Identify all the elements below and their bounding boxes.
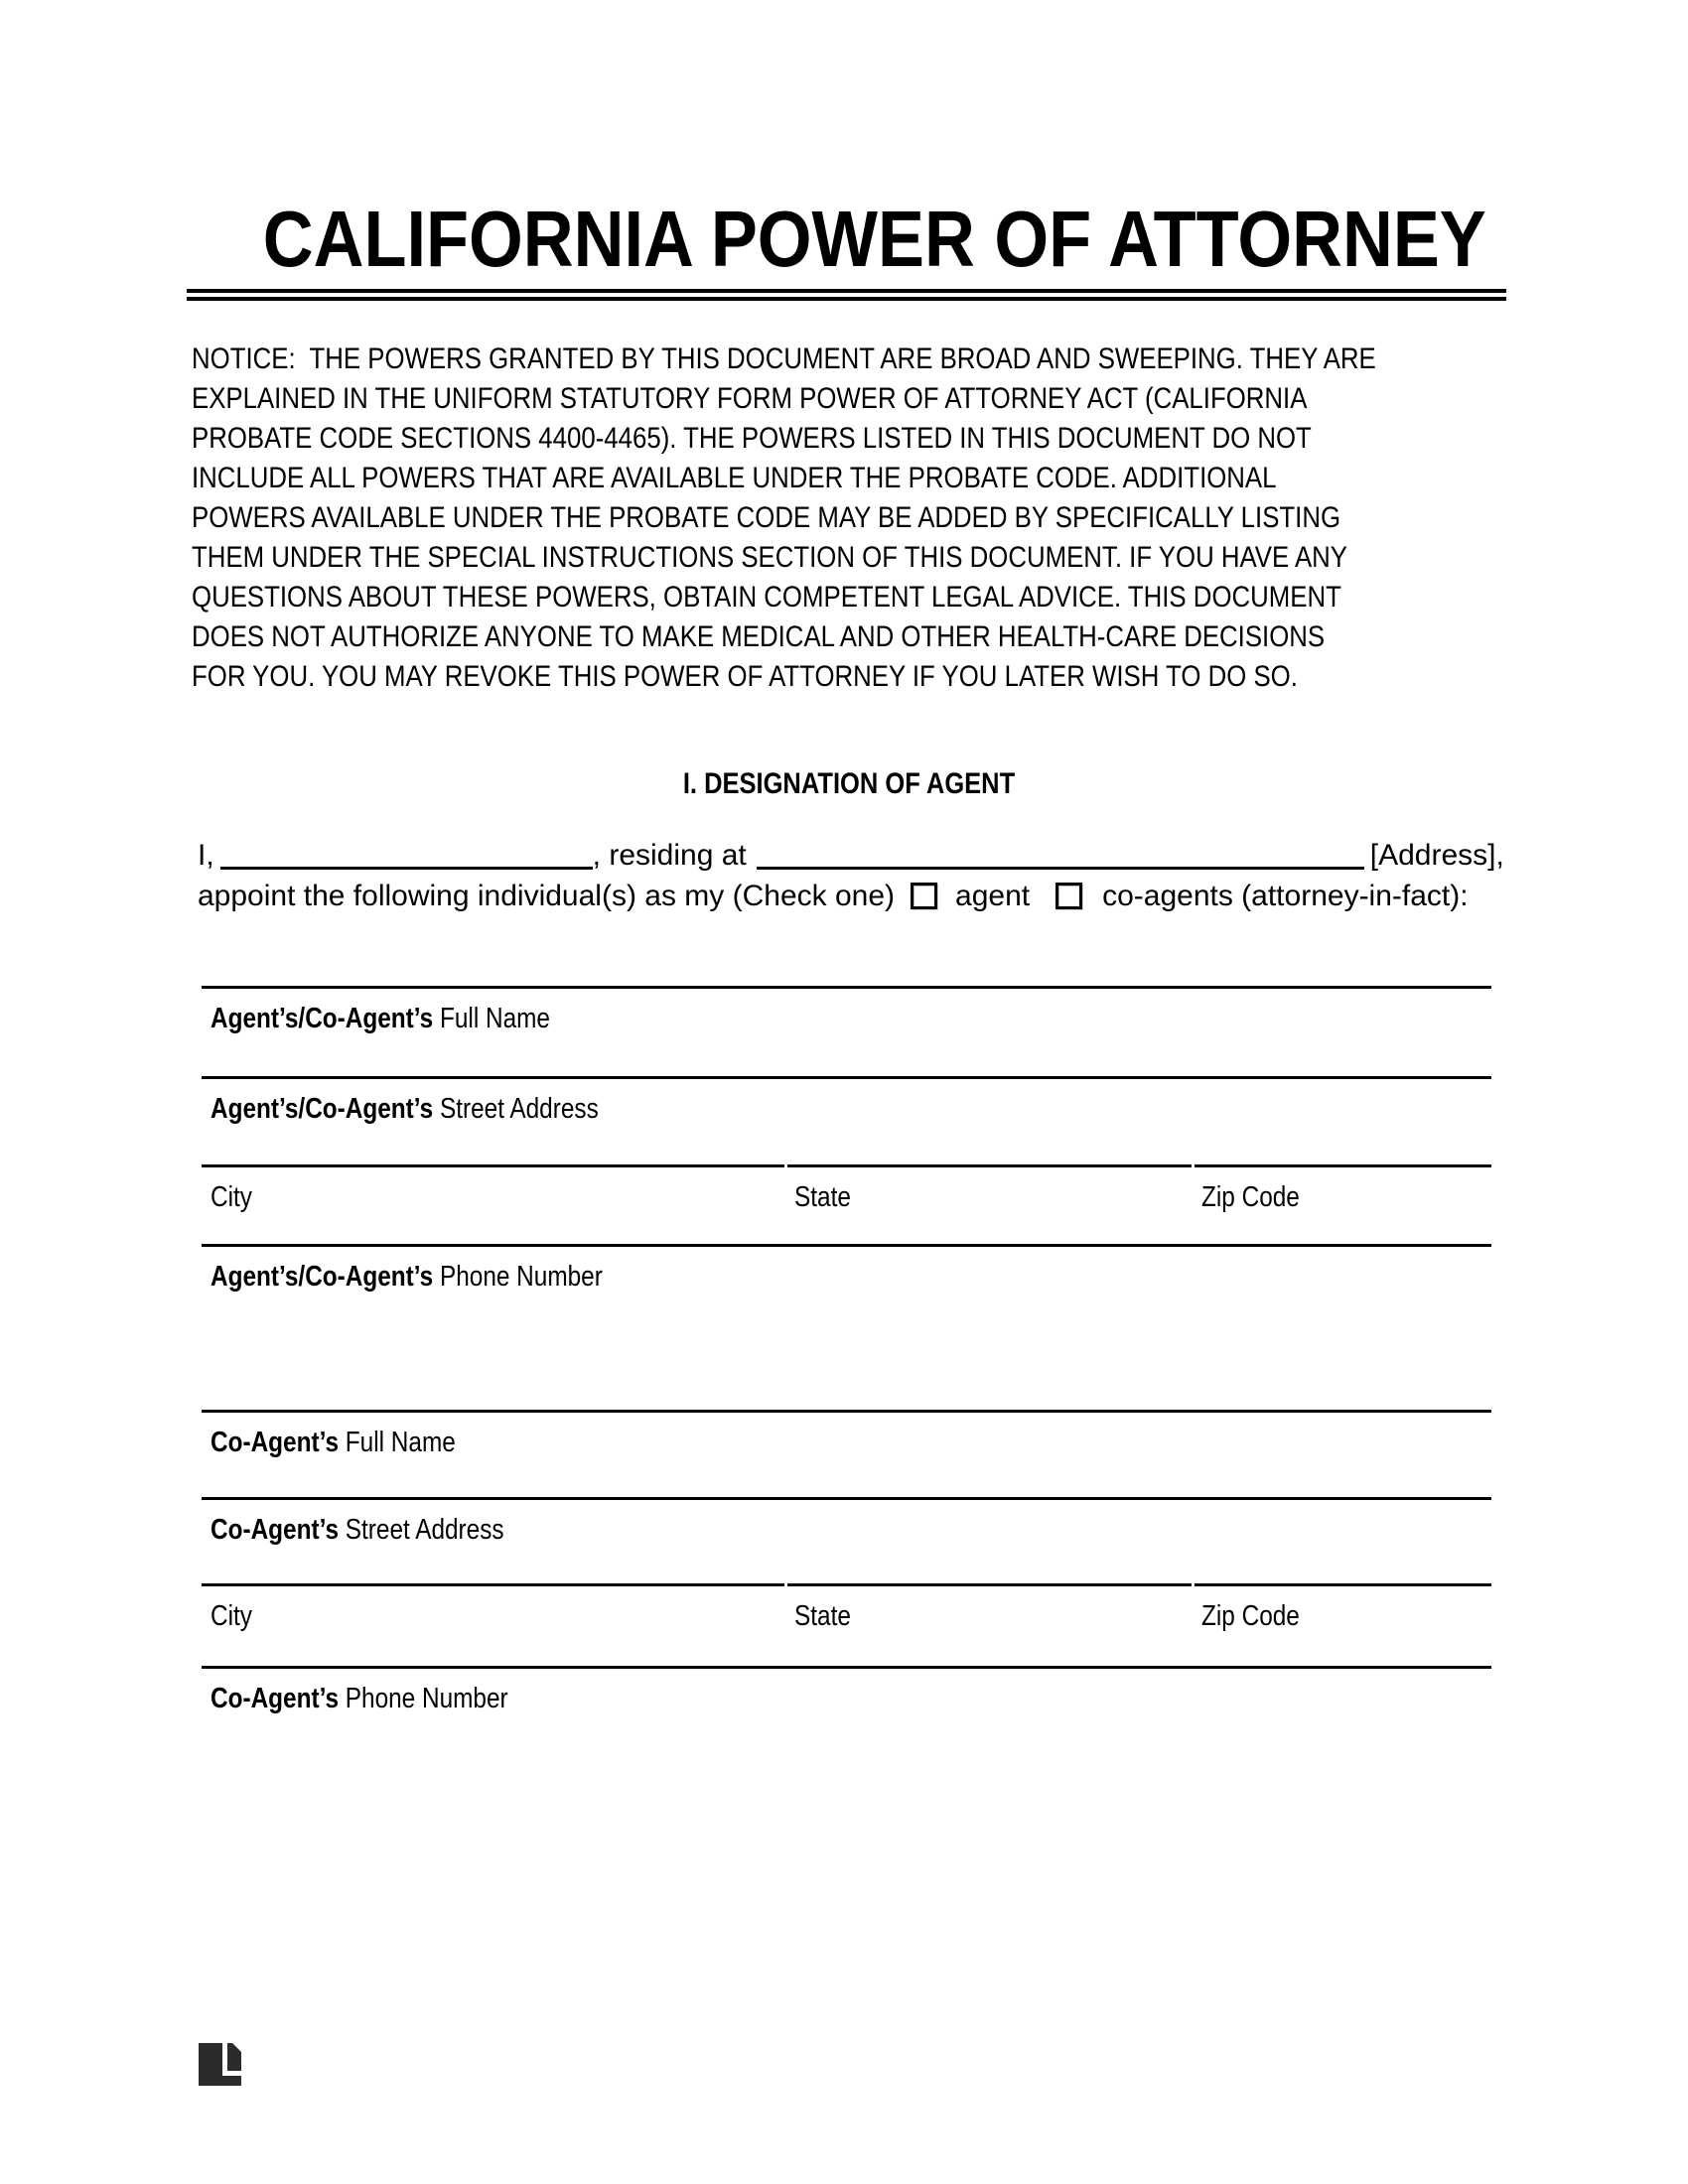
notice-line: FOR YOU. YOU MAY REVOKE THIS POWER OF ATTORNEY IF YOU LATER WISH TO DO SO. [192,660,1298,693]
field-label-owner: Agent’s/Co-Agent’s [211,1093,434,1125]
field-label-owner: Co-Agent’s [211,1683,340,1714]
coagent-phone-number-line[interactable] [202,1666,1491,1669]
field-label [211,1514,1287,1546]
city-state-zip-labels [202,1600,1491,1636]
field-label [211,1093,1287,1125]
field-row [202,1410,1491,1458]
notice-line: INCLUDE ALL POWERS THAT ARE AVAILABLE UNDER THE PROBATE CODE. ADDITIONAL [192,462,1277,494]
notice-paragraph [192,340,1641,697]
field-row [202,1583,1491,1636]
agent-city-line[interactable] [202,1164,784,1167]
agent-street-address-line[interactable] [202,1076,1491,1079]
agent-state-line[interactable] [787,1164,1192,1167]
city-state-zip-lines [202,1583,1491,1586]
field-row [202,1666,1491,1714]
field-label-type: Phone Number [345,1683,508,1714]
designation-text: I, [198,839,214,872]
address-tag: [Address], [1369,839,1504,872]
document-title: CALIFORNIA POWER OF ATTORNEY [262,195,1486,283]
state-label: State [794,1600,851,1632]
field-label-type: Full Name [345,1427,456,1458]
field-label-type: Phone Number [439,1261,603,1293]
legal-templates-logo-icon [199,2043,241,2086]
coagent-street-address-line[interactable] [202,1497,1491,1500]
designation-text: appoint the following individual(s) as my (Check one) [198,880,896,912]
field-label-owner: Co-Agent’s [211,1427,340,1458]
coagent-zip-line[interactable] [1195,1583,1491,1586]
state-label: State [794,1181,851,1213]
city-label: City [211,1600,252,1632]
city-state-zip-labels [202,1181,1491,1217]
coagent-state-line[interactable] [787,1583,1192,1586]
notice-line: EXPLAINED IN THE UNIFORM STATUTORY FORM POWER OF ATTORNEY ACT (CALIFORNIA [192,382,1308,415]
field-row [202,986,1491,1034]
field-row [202,1076,1491,1125]
field-row [202,1497,1491,1546]
agent-phone-number-line[interactable] [202,1244,1491,1247]
co-agents-checkbox[interactable] [1055,883,1082,909]
notice-line: DOES NOT AUTHORIZE ANYONE TO MAKE MEDICAL AND OTHER HEALTH-CARE DECISIONS [192,620,1326,653]
coagent-city-line[interactable] [202,1583,784,1586]
field-label-owner: Agent’s/Co-Agent’s [211,1261,434,1293]
designation-line-1 [198,835,1588,876]
co-agents-option-label: co-agents (attorney-in-fact): [1102,880,1469,912]
zip-code-label: Zip Code [1201,1600,1300,1632]
principal-address-blank[interactable] [757,867,1364,870]
notice-line: NOTICE: THE POWERS GRANTED BY THIS DOCUMENT ARE BROAD AND SWEEPING. THEY ARE [192,342,1376,375]
notice-line: PROBATE CODE SECTIONS 4400-4465). THE POWERS LISTED IN THIS DOCUMENT DO NOT [192,422,1312,455]
agent-checkbox[interactable] [911,883,937,909]
title-divider [187,289,1506,301]
designation-text: , residing at [592,839,747,872]
section-heading: I. DESIGNATION OF AGENT [682,767,1016,800]
field-label-owner: Agent’s/Co-Agent’s [211,1003,434,1034]
field-label [211,1427,1287,1458]
designation-line-2 [198,876,1588,916]
field-label-type: Full Name [439,1003,550,1034]
agent-option-label: agent [955,880,1031,912]
notice-line: THEM UNDER THE SPECIAL INSTRUCTIONS SECTION OF THIS DOCUMENT. IF YOU HAVE ANY [192,541,1348,574]
city-state-zip-lines [202,1164,1491,1167]
field-label-owner: Co-Agent’s [211,1514,340,1546]
agent-full-name-line[interactable] [202,986,1491,989]
field-row [202,1244,1491,1293]
field-label-type: Street Address [439,1093,599,1125]
zip-code-label: Zip Code [1201,1181,1300,1213]
field-label [211,1261,1287,1293]
city-label: City [211,1181,252,1213]
notice-line: QUESTIONS ABOUT THESE POWERS, OBTAIN COMPETENT LEGAL ADVICE. THIS DOCUMENT [192,581,1341,614]
notice-line: POWERS AVAILABLE UNDER THE PROBATE CODE MAY BE ADDED BY SPECIFICALLY LISTING [192,501,1341,534]
field-row [202,1164,1491,1217]
coagent-full-name-line[interactable] [202,1410,1491,1413]
field-label [211,1683,1287,1714]
principal-name-blank[interactable] [220,867,593,870]
field-label-type: Street Address [345,1514,504,1546]
agent-zip-line[interactable] [1195,1164,1491,1167]
designation-sentence [198,835,1588,916]
field-label [211,1003,1287,1034]
